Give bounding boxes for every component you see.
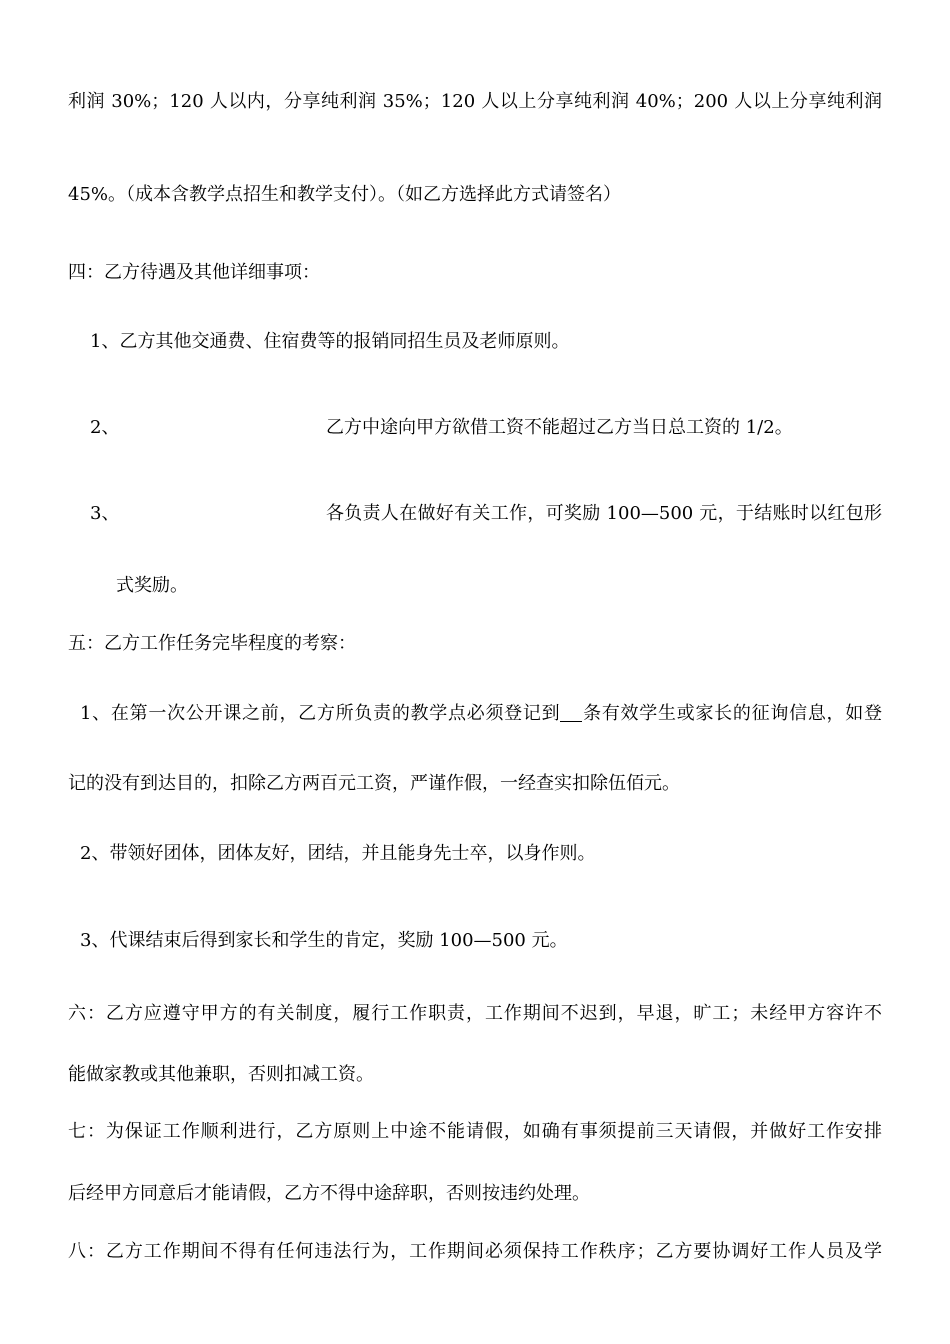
list-item: 各负责人在做好有关工作，可奖励 100—500 元，于结账时以红包形 (326, 503, 882, 524)
list-item-continuation: 记的没有到达目的，扣除乙方两百元工资，严谨作假，一经查实扣除伍佰元。 (68, 773, 680, 794)
section-6-line: 能做家教或其他兼职，否则扣减工资。 (68, 1064, 374, 1085)
section-heading-5: 五：乙方工作任务完毕程度的考察： (68, 633, 356, 654)
list-item: 2、带领好团体，团体友好，团结，并且能身先士卒，以身作则。 (80, 843, 596, 864)
list-item: 1、乙方其他交通费、住宿费等的报销同招生员及老师原则。 (90, 331, 570, 352)
list-item-text: 1、在第一次公开课之前，乙方所负责的教学点必须登记到 (80, 703, 561, 724)
fill-in-blank (560, 703, 582, 722)
list-item-continuation: 式奖励。 (116, 575, 188, 596)
paragraph-line: 利润 30%；120 人以内，分享纯利润 35%；120 人以上分享纯利润 40%；200 人以上分享纯利润 (68, 91, 882, 112)
list-item: 乙方中途向甲方欲借工资不能超过乙方当日总工资的 1/2。 (326, 417, 793, 438)
list-item-text: 条有效学生或家长的征询信息，如登 (582, 703, 882, 724)
section-7-line: 七：为保证工作顺利进行，乙方原则上中途不能请假，如确有事须提前三天请假，并做好工作安排 (68, 1121, 882, 1142)
section-7-line: 后经甲方同意后才能请假，乙方不得中途辞职，否则按违约处理。 (68, 1183, 590, 1204)
list-number: 3、 (90, 503, 120, 524)
section-8-line: 八：乙方工作期间不得有任何违法行为，工作期间必须保持工作秩序；乙方要协调好工作人员及学 (68, 1241, 882, 1262)
list-item: 3、代课结束后得到家长和学生的肯定，奖励 100—500 元。 (80, 930, 568, 951)
section-heading-4: 四：乙方待遇及其他详细事项： (68, 262, 320, 283)
paragraph-line: 45%。（成本含教学点招生和教学支付）。（如乙方选择此方式请签名） (68, 184, 622, 205)
list-item (80, 702, 882, 726)
list-number: 2、 (90, 417, 120, 438)
section-6-line: 六：乙方应遵守甲方的有关制度，履行工作职责，工作期间不迟到，早退，旷工；未经甲方容许不 (68, 1003, 882, 1024)
